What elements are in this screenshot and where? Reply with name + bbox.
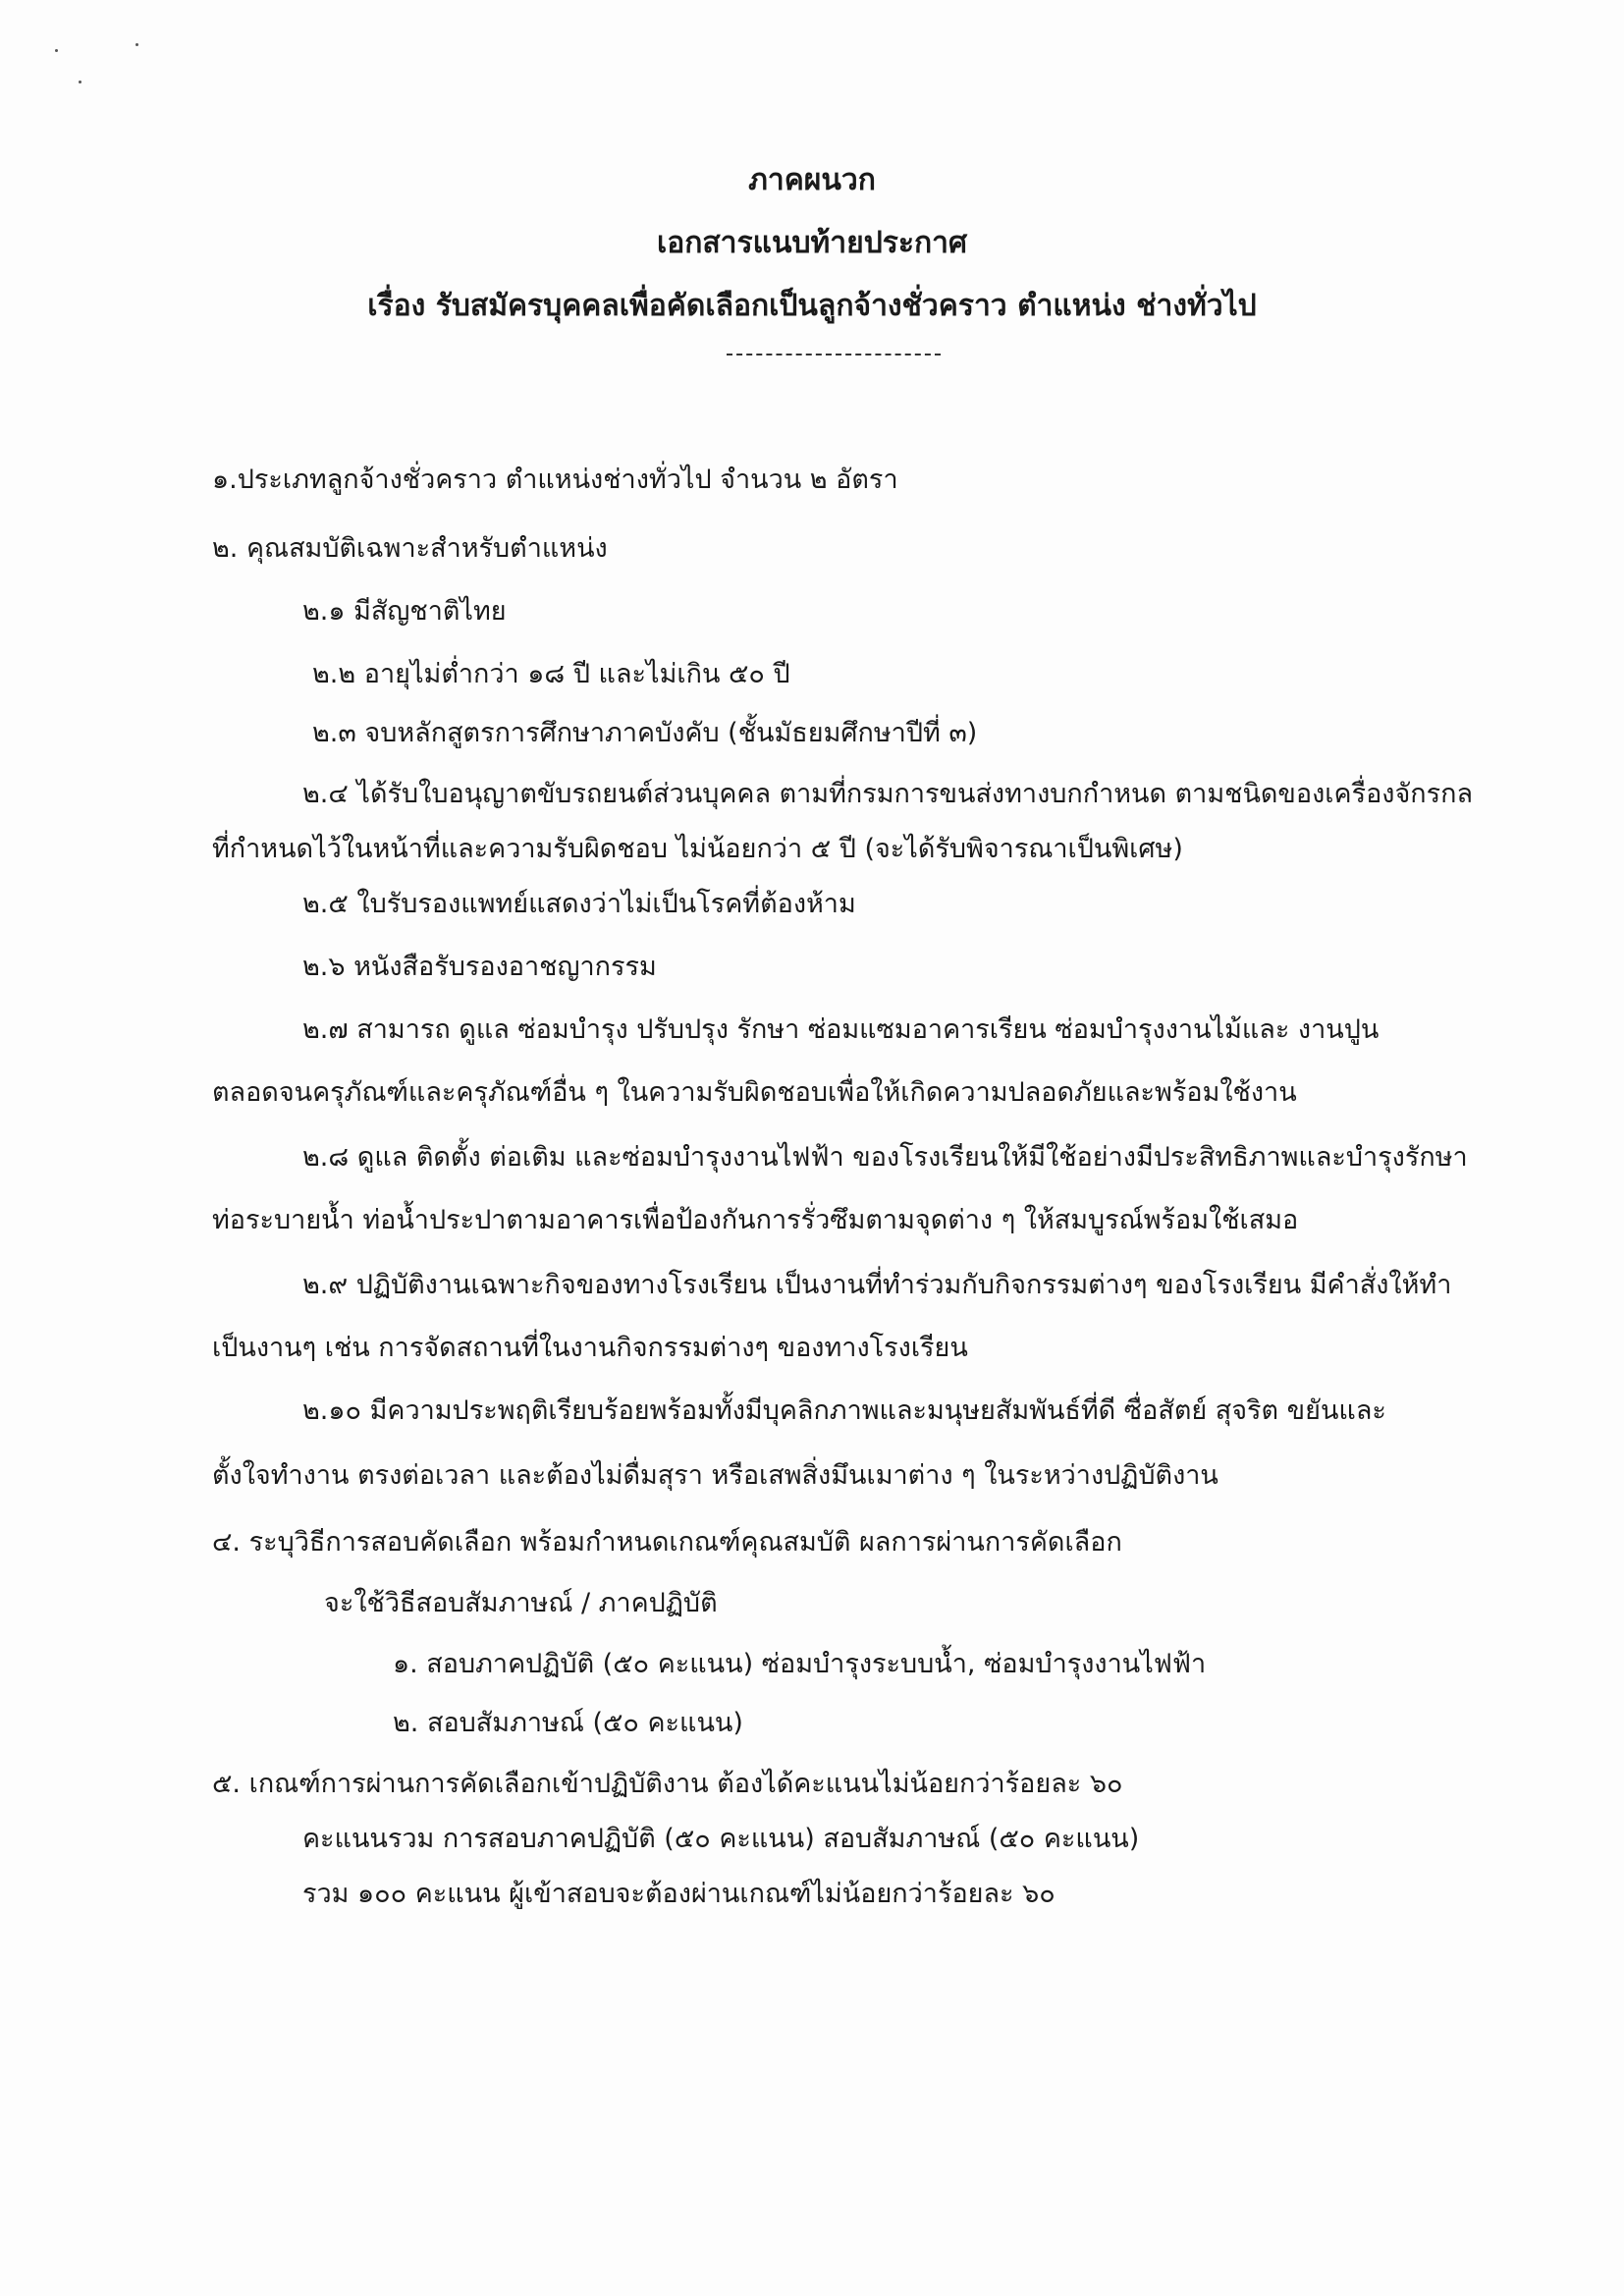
item-2-10-line-1: ๒.๑๐ มีความประพฤติเรียบร้อยพร้อมทั้งมีบุคลิกภาพและมนุษยสัมพันธ์ที่ดี ซื่อสัตย์ สุจริต ขยันและ — [302, 1395, 1386, 1426]
document-title: ภาคผนวก — [748, 163, 876, 197]
item-2-1: ๒.๑ มีสัญชาติไทย — [302, 596, 507, 627]
section-4-method: จะใช้วิธีสอบสัมภาษณ์ / ภาคปฏิบัติ — [324, 1588, 718, 1618]
item-2-7-line-2: ตลอดจนครุภัณฑ์และครุภัณฑ์อื่น ๆ ในความรับผิดชอบเพื่อให้เกิดความปลอดภัยและพร้อมใช้งาน — [212, 1077, 1297, 1108]
item-2-8-line-1: ๒.๘ ดูแล ติดตั้ง ต่อเติม และซ่อมบำรุงงานไฟฟ้า ของโรงเรียนให้มีใช้อย่างมีประสิทธิภาพและบำรุงรักษา — [302, 1142, 1468, 1173]
section-4-heading: ๔. ระบุวิธีการสอบคัดเลือก พร้อมกำหนดเกณฑ์คุณสมบัติ ผลการผ่านการคัดเลือก — [212, 1527, 1122, 1558]
item-4-2: ๒. สอบสัมภาษณ์ (๕๐ คะแนน) — [393, 1708, 743, 1738]
section-5-line-2: รวม ๑๐๐ คะแนน ผู้เข้าสอบจะต้องผ่านเกณฑ์ไม่น้อยกว่าร้อยละ ๖๐ — [302, 1879, 1056, 1909]
item-2-9-line-1: ๒.๙ ปฏิบัติงานเฉพาะกิจของทางโรงเรียน เป็นงานที่ทำร่วมกับกิจกรรมต่างๆ ของโรงเรียน มีคำสั่งให้ทำ — [302, 1270, 1452, 1300]
scan-speck — [55, 49, 58, 52]
item-2-10-line-2: ตั้งใจทำงาน ตรงต่อเวลา และต้องไม่ดื่มสุรา หรือเสพสิ่งมึนเมาต่าง ๆ ในระหว่างปฏิบัติงาน — [212, 1460, 1218, 1491]
scan-speck — [79, 81, 81, 83]
document-subtitle: เอกสารแนบท้ายประกาศ — [656, 226, 968, 260]
document-subject: เรื่อง รับสมัครบุคคลเพื่อคัดเลือกเป็นลูกจ้างชั่วคราว ตำแหน่ง ช่างทั่วไป — [367, 289, 1257, 323]
item-2-3: ๒.๓ จบหลักสูตรการศึกษาภาคบังคับ (ชั้นมัธยมศึกษาปีที่ ๓) — [312, 718, 978, 748]
item-2-7-line-1: ๒.๗ สามารถ ดูแล ซ่อมบำรุง ปรับปรุง รักษา ซ่อมแซมอาคารเรียน ซ่อมบำรุงงานไม้และ งานปูน — [302, 1014, 1380, 1045]
item-4-1: ๑. สอบภาคปฏิบัติ (๕๐ คะแนน) ซ่อมบำรุงระบบน้ำ, ซ่อมบำรุงงานไฟฟ้า — [393, 1649, 1207, 1679]
item-2-9-line-2: เป็นงานๆ เช่น การจัดสถานที่ในงานกิจกรรมต่างๆ ของทางโรงเรียน — [212, 1333, 968, 1363]
section-5-heading: ๕. เกณฑ์การผ่านการคัดเลือกเข้าปฏิบัติงาน ต้องได้คะแนนไม่น้อยกว่าร้อยละ ๖๐ — [212, 1769, 1123, 1799]
title-divider — [727, 354, 941, 355]
item-2-8-line-2: ท่อระบายน้ำ ท่อน้ำประปาตามอาคารเพื่อป้องกันการรั่วซึมตามจุดต่าง ๆ ให้สมบูรณ์พร้อมใช้เสมอ — [212, 1205, 1299, 1235]
item-2-2: ๒.๒ อายุไม่ต่ำกว่า ๑๘ ปี และไม่เกิน ๕๐ ปี — [312, 659, 790, 689]
item-2-6: ๒.๖ หนังสือรับรองอาชญากรรม — [302, 952, 657, 982]
item-2-4-line-1: ๒.๔ ได้รับใบอนุญาตขับรถยนต์ส่วนบุคคล ตามที่กรมการขนส่งทางบกกำหนด ตามชนิดของเครื่องจักรกล — [302, 779, 1474, 809]
section-5-line-1: คะแนนรวม การสอบภาคปฏิบัติ (๕๐ คะแนน) สอบสัมภาษณ์ (๕๐ คะแนน) — [302, 1824, 1140, 1854]
item-2-5: ๒.๕ ใบรับรองแพทย์แสดงว่าไม่เป็นโรคที่ต้องห้าม — [302, 889, 856, 919]
item-2-4-line-2: ที่กำหนดไว้ในหน้าที่และความรับผิดชอบ ไม่น้อยกว่า ๕ ปี (จะได้รับพิจารณาเป็นพิเศษ) — [212, 834, 1183, 864]
scan-speck — [135, 43, 138, 46]
section-1: ๑.ประเภทลูกจ้างชั่วคราว ตำแหน่งช่างทั่วไป จำนวน ๒ อัตรา — [212, 465, 898, 495]
section-2-heading: ๒. คุณสมบัติเฉพาะสำหรับตำแหน่ง — [212, 533, 608, 564]
